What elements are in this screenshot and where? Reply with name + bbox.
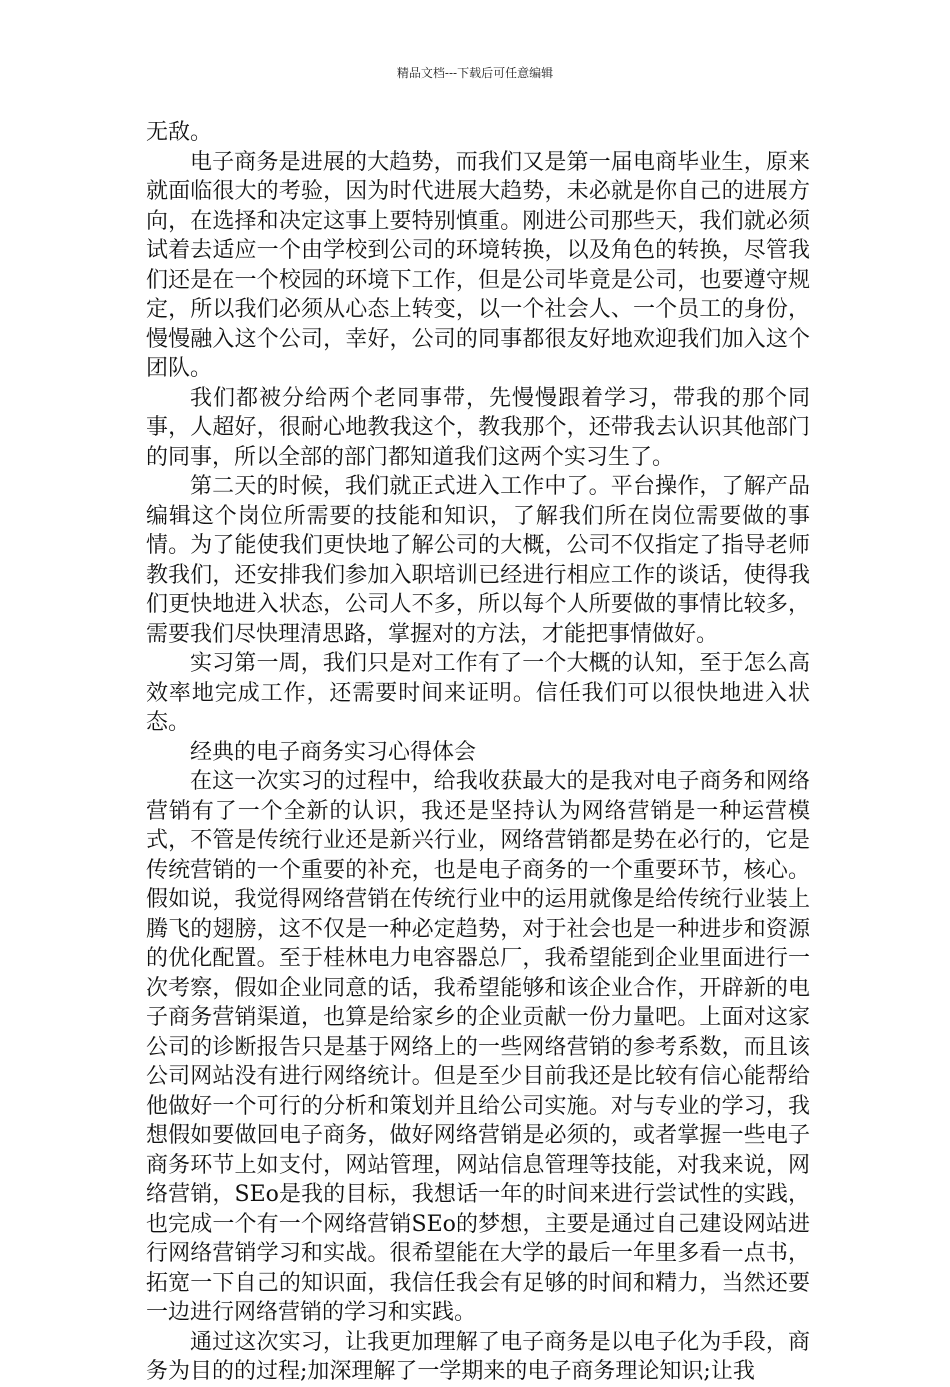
paragraph: 第二天的时候，我们就正式进入工作中了。平台操作，了解产品编辑这个岗位所需要的技能和知识，了解我们所在岗位需要做的事情。为了能使我们更快地了解公司的大概，公司不仅指定了指导老师教我们，还安排我们参加入职培训已经进行相应工作的谈话，使得我们更快地进入状态，公司人不多，所以每个人所要做的事情比较多，需要我们尽快理清思路，掌握对的方法，才能把事情做好。 bbox=[146, 474, 810, 647]
paragraph: 通过这次实习，让我更加理解了电子商务是以电子化为手段，商务为目的的过程;加深理解了一学期来的电子商务理论知识;让我 bbox=[146, 1329, 810, 1384]
section-heading: 经典的电子商务实习心得体会 bbox=[190, 739, 477, 765]
paragraph: 在这一次实习的过程中，给我收获最大的是我对电子商务和网络营销有了一个全新的认识，我还是坚持认为网络营销是一种运营模式，不管是传统行业还是新兴行业，网络营销都是势在必行的，它是传统营销的一个重要的补充，也是电子商务的一个重要环节，核心。假如说，我觉得网络营销在传统行业中的运用就像是给传统行业装上腾飞的翅膀，这不仅是一种必定趋势，对于社会也是一种进步和资源的优化配置。至于桂林电力电容器总厂，我希望能到企业里面进行一次考察，假如企业同意的话，我希望能够和该企业合作，开辟新的电子商务营销渠道，也算是给家乡的企业贡献一份力量吧。上面对这家公司的诊断报告只是基于网络上的一些网络营销的参考系数，而且该公司网站没有进行网络统计。但是至少目前我还是比较有信心能帮给他做好一个可行的分析和策划并且给公司实施。对与专业的学习，我想假如要做回电子商务，做好网络营销是必须的，或者掌握一些电子商务环节上如支付，网站管理，网站信息管理等技能，对我来说，网络营销，SEo是我的目标，我想话一年的时间来进行尝试性的实践，也完成一个有一个网络营销SEo的梦想，主要是通过自己建设网站进行网络营销学习和实战。很希望能在大学的最后一年里多看一点书，拓宽一下自己的知识面，我信任我会有足够的时间和精力，当然还要一边进行网络营销的学习和实践。 bbox=[146, 769, 810, 1325]
paragraph: 我们都被分给两个老同事带，先慢慢跟着学习，带我的那个同事，人超好，很耐心地教我这个，教我那个，还带我去认识其他部门的同事，所以全部的部门都知道我们这两个实习生了。 bbox=[146, 385, 810, 470]
paragraph: 无敌。 bbox=[146, 120, 213, 145]
document-body bbox=[146, 118, 810, 1387]
paragraph: 实习第一周，我们只是对工作有了一个大概的认知，至于怎么高效率地完成工作，还需要时间来证明。信任我们可以很快地进入状态。 bbox=[146, 651, 810, 735]
paragraph: 电子商务是进展的大趋势，而我们又是第一届电商毕业生，原来就面临很大的考验，因为时代进展大趋势，未必就是你自己的进展方向，在选择和决定这事上要特别慎重。刚进公司那些天，我们就必须试着去适应一个由学校到公司的环境转换，以及角色的转换，尽管我们还是在一个校园的环境下工作，但是公司毕竟是公司，也要遵守规定，所以我们必须从心态上转变，以一个社会人、一个员工的身份，慢慢融入这个公司，幸好，公司的同事都很友好地欢迎我们加入这个团队。 bbox=[146, 149, 810, 381]
page-header: 精品文档---下载后可任意编辑 bbox=[396, 66, 554, 80]
